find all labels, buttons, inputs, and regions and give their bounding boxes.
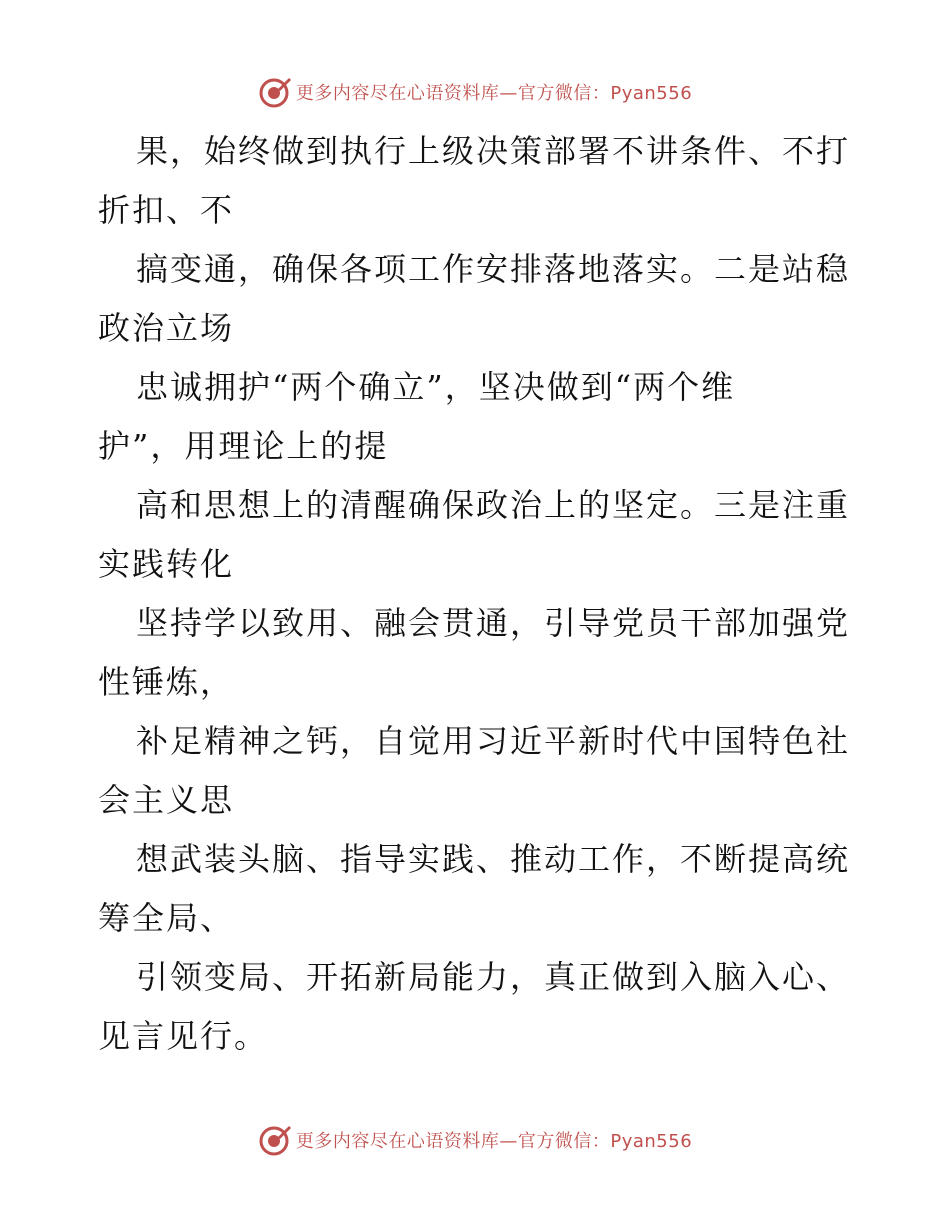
body-line: 坚持学以致用、融会贯通，引导党员干部加强党: [136, 604, 851, 642]
document-body: [98, 122, 858, 1066]
body-line: 忠诚拥护“两个确立”，坚决做到“两个维: [136, 368, 736, 406]
pen-nib-logo-icon: [258, 75, 292, 109]
body-line: 实践转化: [98, 545, 235, 583]
body-line: 性锤炼，: [98, 663, 235, 701]
body-line: 会主义思: [98, 781, 235, 819]
body-line: 折扣、不: [98, 191, 235, 229]
body-line: 政治立场: [98, 309, 235, 347]
footer-banner: [0, 1120, 950, 1160]
body-line: 想武装头脑、指导实践、推动工作，不断提高统: [136, 840, 851, 878]
body-line: 引领变局、开拓新局能力，真正做到入脑入心、: [136, 958, 851, 996]
body-line: 搞变通，确保各项工作安排落地落实。二是站稳: [136, 250, 851, 288]
pen-nib-logo-icon: [258, 1123, 292, 1157]
header-banner: [0, 72, 950, 112]
footer-banner-text: 更多内容尽在心语资料库—官方微信：Pyan556: [295, 1131, 693, 1152]
body-line: 护”，用理论上的提: [98, 427, 389, 465]
body-line: 高和思想上的清醒确保政治上的坚定。三是注重: [136, 486, 851, 524]
header-banner-text: 更多内容尽在心语资料库—官方微信：Pyan556: [295, 83, 693, 104]
body-line: 筹全局、: [98, 899, 235, 937]
body-line: 补足精神之钙，自觉用习近平新时代中国特色社: [136, 722, 851, 760]
body-line: 见言见行。: [98, 1017, 269, 1055]
body-line: 果，始终做到执行上级决策部署不讲条件、不打: [136, 132, 851, 170]
